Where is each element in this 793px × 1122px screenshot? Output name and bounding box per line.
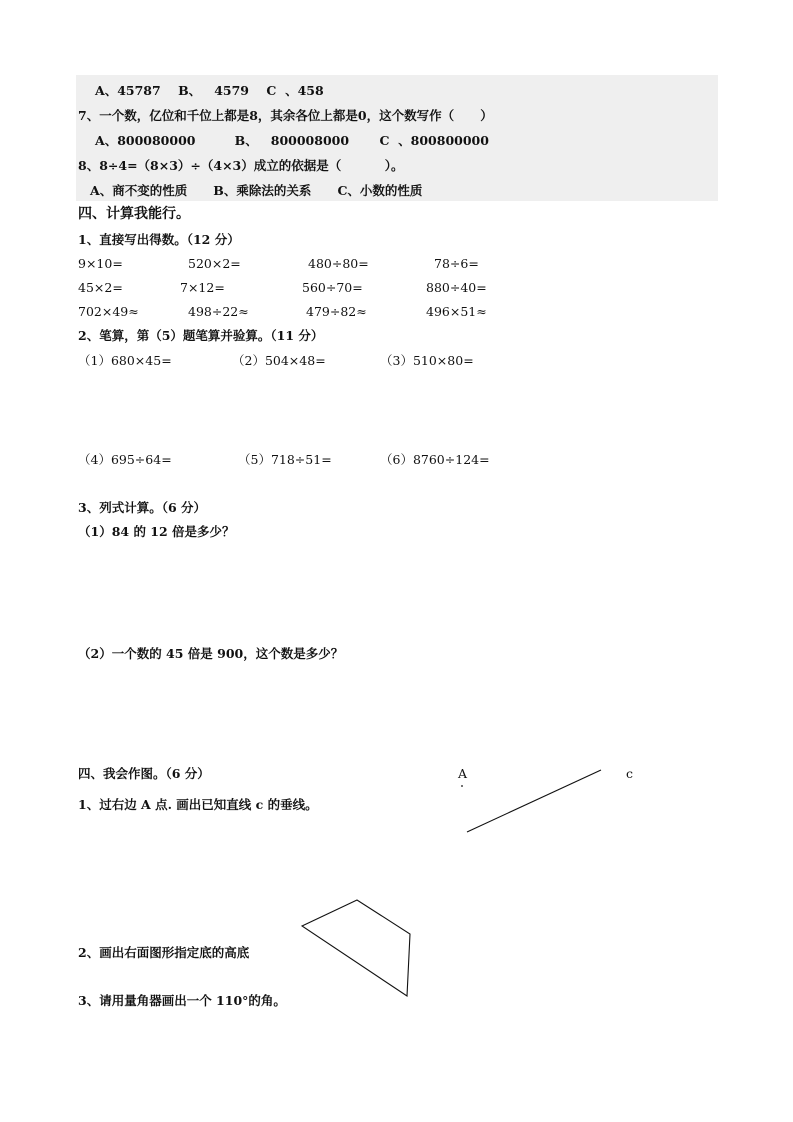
- calc1-cell: 498÷22≈: [188, 304, 249, 319]
- calc3-title: 3、列式计算。（6 分）: [78, 500, 206, 515]
- draw-q3: 3、请用量角器画出一个 110°的角。: [78, 993, 286, 1008]
- q7-question: 7、一个数，亿位和千位上都是8，其余各位上都是0，这个数写作（ ）: [78, 108, 493, 123]
- section4-title: 四、计算我能行。: [78, 206, 190, 222]
- draw-q2: 2、画出右面图形指定底的高底: [78, 945, 250, 960]
- calc2-title: 2、笔算，第（5）题笔算并验算。（11 分）: [78, 328, 324, 343]
- draw-title: 四、我会作图。（6 分）: [78, 766, 210, 781]
- calc1-title: 1、直接写出得数。（12 分）: [78, 232, 240, 247]
- calc3-q2: （2）一个数的 45 倍是 900，这个数是多少？: [78, 646, 344, 661]
- q7-options: A、800080000 B、 800008000 C 、800800000: [95, 133, 489, 148]
- calc1-cell: 7×12=: [180, 280, 225, 295]
- point-a: [461, 785, 463, 787]
- calc1-cell: 479÷82≈: [306, 304, 367, 319]
- calc1-cell: 520×2=: [188, 256, 241, 271]
- calc3-q1: （1）84 的 12 倍是多少？: [78, 524, 235, 539]
- q8-options: A、商不变的性质 B、乘除法的关系 C、小数的性质: [90, 183, 423, 198]
- q6-options: A、45787 B、 4579 C 、458: [95, 83, 324, 98]
- calc1-cell: 496×51≈: [426, 304, 487, 319]
- line-c: [467, 770, 601, 832]
- calc1-cell: 480÷80=: [308, 256, 369, 271]
- calc1-cell: 45×2=: [78, 280, 123, 295]
- line-c-label: c: [626, 766, 634, 781]
- quadrilateral-figure: [302, 900, 410, 996]
- calc1-cell: 560÷70=: [302, 280, 363, 295]
- calc2-item: （3）510×80=: [380, 353, 474, 368]
- q8-question: 8、8÷4=（8×3）÷（4×3）成立的依据是（ ）。: [78, 158, 404, 173]
- calc2-item: （2）504×48=: [232, 353, 326, 368]
- calc1-cell: 880÷40=: [426, 280, 487, 295]
- calc1-cell: 78÷6=: [434, 256, 479, 271]
- point-a-label: A: [458, 766, 468, 781]
- draw-q1: 1、过右边 A 点. 画出已知直线 c 的垂线。: [78, 797, 318, 812]
- calc2-item: （4）695÷64=: [78, 452, 172, 467]
- calc2-item: （6）8760÷124=: [380, 452, 490, 467]
- calc1-cell: 702×49≈: [78, 304, 139, 319]
- calc2-item: （1）680×45=: [78, 353, 172, 368]
- calc2-item: （5）718÷51=: [238, 452, 332, 467]
- calc1-cell: 9×10=: [78, 256, 123, 271]
